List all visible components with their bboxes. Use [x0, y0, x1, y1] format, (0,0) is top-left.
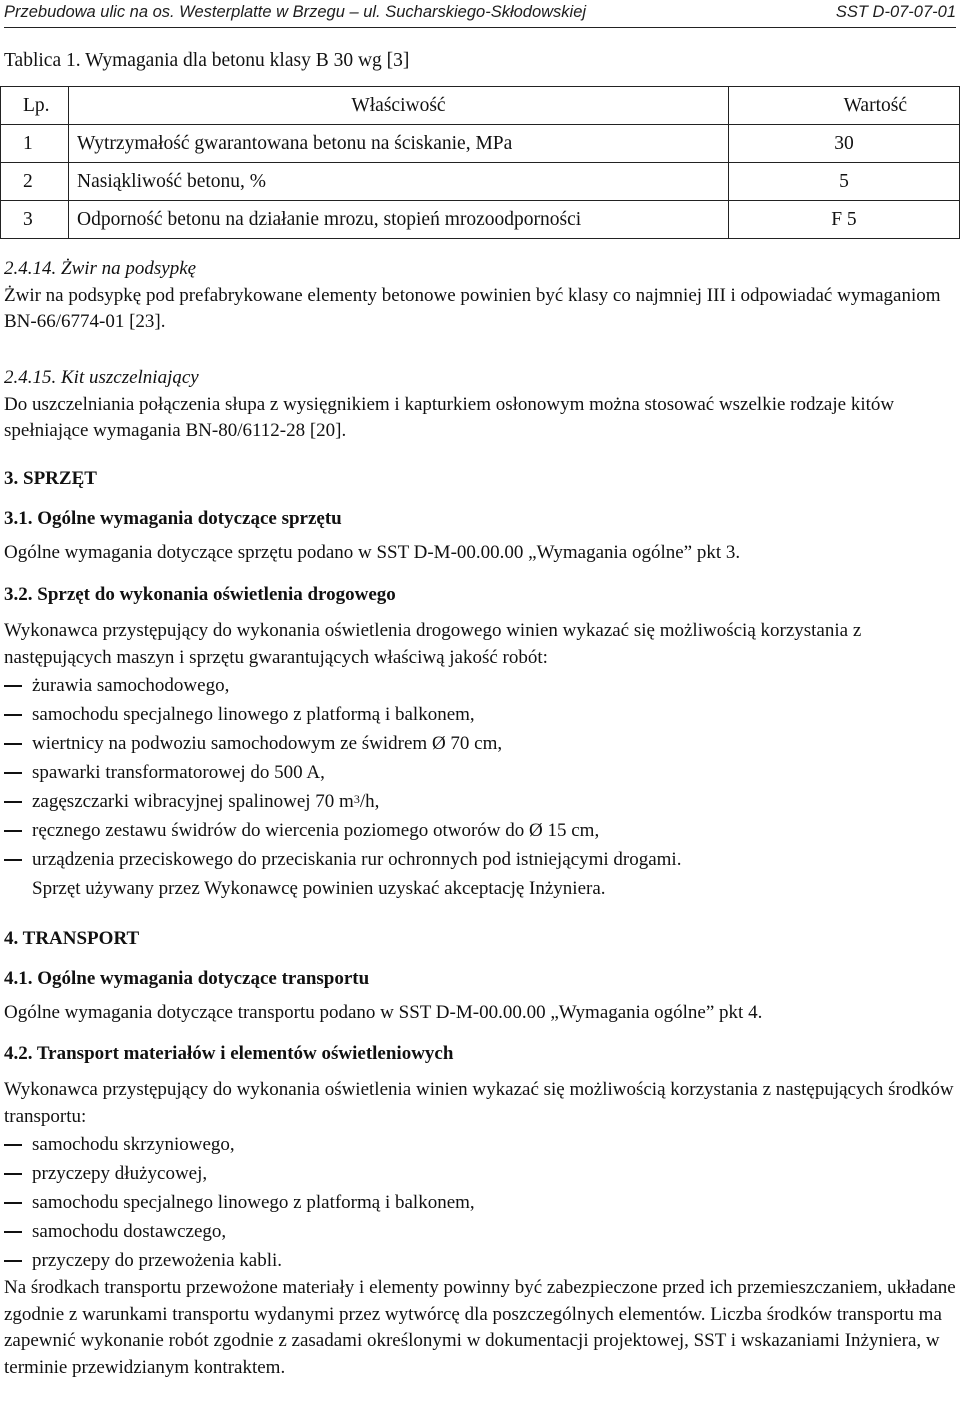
- section-4-1: [4, 968, 956, 1024]
- table-title: Tablica 1. Wymagania dla betonu klasy B 30 wg [3]: [4, 50, 410, 71]
- section-3-heading: 3. SPRZĘT: [4, 468, 97, 489]
- header-project-title: Przebudowa ulic na os. Westerplatte w Brzegu – ul. Sucharskiego-Skłodowskiej: [4, 3, 587, 21]
- section-3-1: [4, 508, 956, 564]
- table-row: [1, 163, 960, 201]
- list-item: samochodu specjalnego linowego z platformą i balkonem,: [4, 700, 956, 729]
- section-text: Ogólne wymagania dotyczące sprzętu podano w SST D-M-00.00.00 „Wymagania ogólne” pkt 3.: [4, 542, 741, 563]
- table-row: [1, 201, 960, 239]
- section-2-4-14: [4, 256, 956, 336]
- section-2-4-15: [4, 365, 956, 445]
- row-value: 5: [728, 163, 959, 201]
- transport-list: [4, 1130, 956, 1275]
- section-closing: Sprzęt używany przez Wykonawcę powinien uzyskać akceptację Inżyniera.: [32, 878, 606, 899]
- list-item: urządzenia przeciskowego do przeciskania rur ochronnych pod istniejącymi drogami.: [4, 845, 956, 874]
- row-lp: 2: [1, 163, 69, 201]
- list-item: ręcznego zestawu świdrów do wiercenia poziomego otworów do Ø 15 cm,: [4, 816, 956, 845]
- header-spec-code: SST D-07-07-01: [835, 3, 956, 21]
- list-item-text: zagęszczarki wibracyjnej spalinowej 70 m: [32, 791, 354, 812]
- section-heading: 2.4.15. Kit uszczelniający: [4, 367, 199, 388]
- row-lp: 3: [1, 201, 69, 239]
- section-text: Ogólne wymagania dotyczące transportu podano w SST D-M-00.00.00 „Wymagania ogólne” pkt 4.: [4, 1002, 763, 1023]
- section-text: Żwir na podsypkę pod prefabrykowane elementy betonowe powinien być klasy co najmniej III i odpowiadać wymaganiom BN-66/6774-01 [23].: [4, 284, 941, 332]
- section-intro: Wykonawca przystępujący do wykonania oświetlenia drogowego winien wykazać się możliwością korzystania z następujących maszyn i sprzętu gwarantujących właściwą jakość robót:: [4, 620, 862, 668]
- table-header-row: [1, 87, 960, 125]
- section-text: Do uszczelniania połączenia słupa z wysięgnikiem i kapturkiem osłonowym można stosować wszelkie rodzaje kitów spełniające wymagania BN-80/6112-28 [20].: [4, 393, 895, 441]
- section-heading: 3.1. Ogólne wymagania dotyczące sprzętu: [4, 508, 342, 529]
- section-intro: Wykonawca przystępujący do wykonania oświetlenia winien wykazać się możliwością korzystania z następujących środków transportu:: [4, 1079, 954, 1127]
- section-heading: 2.4.14. Żwir na podsypkę: [4, 258, 197, 279]
- row-property: Odporność betonu na działanie mrozu, stopień mrozoodporności: [69, 201, 729, 239]
- concrete-requirements-table: [0, 86, 960, 239]
- header-cell-property: Właściwość: [69, 87, 729, 125]
- row-value: 30: [728, 125, 959, 163]
- equipment-list: [4, 671, 956, 874]
- row-property: Wytrzymałość gwarantowana betonu na ściskanie, MPa: [69, 125, 729, 163]
- list-item: samochodu specjalnego linowego z platformą i balkonem,: [4, 1188, 956, 1217]
- section-heading: 4.2. Transport materiałów i elementów oświetleniowych: [4, 1043, 454, 1064]
- list-item: wiertnicy na podwoziu samochodowym ze świdrem Ø 70 cm,: [4, 729, 956, 758]
- section-3-2: [4, 584, 956, 903]
- section-4-2: [4, 1043, 956, 1381]
- header-cell-lp: Lp.: [1, 87, 69, 125]
- list-item: spawarki transformatorowej do 500 A,: [4, 758, 956, 787]
- superscript: 3: [353, 792, 360, 806]
- section-closing: Na środkach transportu przewożone materiały i elementy powinny być zabezpieczone przed ich przemieszczaniem, układane zgodnie z warunkami transportu wydanymi przez wytwórcę dla poszczególnych elementów. Liczba środków transportu ma zapewnić wykonanie robót zgodnie z zasadami określonymi w dokumentacji projektowej, SST i wskazaniami Inżyniera, w terminie przewidzianym kontraktem.: [4, 1277, 956, 1378]
- list-item: [4, 787, 956, 816]
- header-cell-value: Wartość: [728, 87, 959, 125]
- row-property: Nasiąkliwość betonu, %: [69, 163, 729, 201]
- list-item: przyczepy dłużycowej,: [4, 1159, 956, 1188]
- list-item: żurawia samochodowego,: [4, 671, 956, 700]
- section-4-heading: 4. TRANSPORT: [4, 928, 140, 949]
- page-header: [4, 3, 956, 28]
- list-item: przyczepy do przewożenia kabli.: [4, 1246, 956, 1275]
- table-row: [1, 125, 960, 163]
- section-heading: 4.1. Ogólne wymagania dotyczące transportu: [4, 968, 370, 989]
- row-value: F 5: [728, 201, 959, 239]
- section-heading: 3.2. Sprzęt do wykonania oświetlenia drogowego: [4, 584, 396, 605]
- row-lp: 1: [1, 125, 69, 163]
- list-item: samochodu dostawczego,: [4, 1217, 956, 1246]
- list-item: samochodu skrzyniowego,: [4, 1130, 956, 1159]
- list-item-suffix: /h,: [359, 791, 380, 812]
